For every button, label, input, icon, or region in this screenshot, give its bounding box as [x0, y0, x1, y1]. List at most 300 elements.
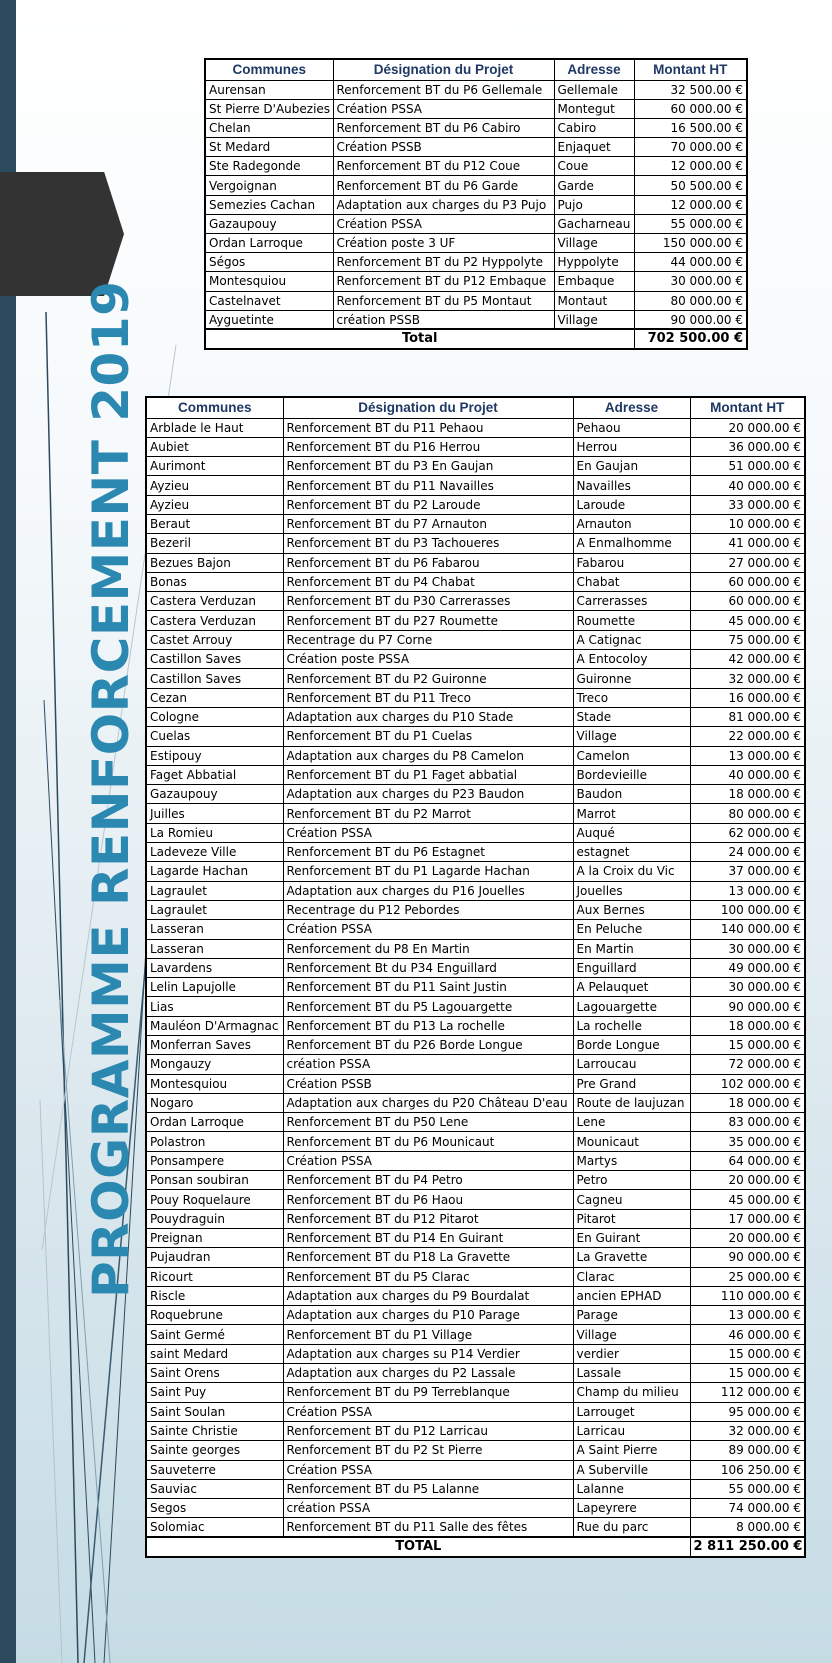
cell-montant: 81 000.00 €: [690, 707, 805, 726]
table-row: [146, 1518, 805, 1537]
table-row: [146, 1325, 805, 1344]
cell-commune: Saint Germé: [146, 1325, 283, 1344]
cell-adresse: Rue du parc: [573, 1518, 690, 1537]
cell-commune: Montesquiou: [205, 272, 333, 291]
cell-montant: 90 000.00 €: [634, 310, 747, 329]
cell-commune: Juilles: [146, 804, 283, 823]
cell-adresse: Chabat: [573, 572, 690, 591]
table-row: [146, 1055, 805, 1074]
cell-montant: 20 000.00 €: [690, 418, 805, 437]
table-row: [146, 958, 805, 977]
table-row: [205, 157, 747, 176]
cell-montant: 55 000.00 €: [690, 1479, 805, 1498]
table-row: [146, 804, 805, 823]
cell-designation: Création PSSA: [283, 1460, 573, 1479]
table-row: [146, 1093, 805, 1112]
cell-adresse: La Gravette: [573, 1248, 690, 1267]
cell-montant: 40 000.00 €: [690, 765, 805, 784]
table-header-row: [205, 59, 747, 80]
table-row: [146, 746, 805, 765]
cell-adresse: Route de laujuzan: [573, 1093, 690, 1112]
cell-adresse: Camelon: [573, 746, 690, 765]
cell-commune: Nogaro: [146, 1093, 283, 1112]
cell-designation: Recentrage du P7 Corne: [283, 630, 573, 649]
cell-montant: 37 000.00 €: [690, 862, 805, 881]
table-row: [205, 253, 747, 272]
cell-designation: Renforcement Bt du P34 Enguillard: [283, 958, 573, 977]
cell-montant: 13 000.00 €: [690, 746, 805, 765]
cell-montant: 40 000.00 €: [690, 476, 805, 495]
cell-designation: Adaptation aux charges du P20 Château D'eau: [283, 1093, 573, 1112]
cell-adresse: Embaque: [554, 272, 634, 291]
cell-designation: Adaptation aux charges du P16 Jouelles: [283, 881, 573, 900]
cell-montant: 80 000.00 €: [690, 804, 805, 823]
table-row: [146, 1441, 805, 1460]
cell-adresse: Martys: [573, 1151, 690, 1170]
table-row: [146, 418, 805, 437]
cell-montant: 60 000.00 €: [634, 99, 747, 118]
table-row: [146, 669, 805, 688]
cell-adresse: Pitarot: [573, 1209, 690, 1228]
cell-montant: 80 000.00 €: [634, 291, 747, 310]
header-designation: Désignation du Projet: [283, 397, 573, 418]
cell-adresse: Village: [573, 727, 690, 746]
cell-commune: Chelan: [205, 118, 333, 137]
table-row: [146, 1421, 805, 1440]
cell-commune: Beraut: [146, 514, 283, 533]
table-row: [205, 80, 747, 99]
cell-commune: Montesquiou: [146, 1074, 283, 1093]
cell-designation: Renforcement BT du P11 Pehaou: [283, 418, 573, 437]
cell-adresse: Pujo: [554, 195, 634, 214]
cell-montant: 74 000.00 €: [690, 1499, 805, 1518]
cell-montant: 49 000.00 €: [690, 958, 805, 977]
cell-adresse: verdier: [573, 1344, 690, 1363]
cell-montant: 100 000.00 €: [690, 900, 805, 919]
cell-montant: 25 000.00 €: [690, 1267, 805, 1286]
cell-montant: 72 000.00 €: [690, 1055, 805, 1074]
cell-commune: Ayguetinte: [205, 310, 333, 329]
cell-adresse: Fabarou: [573, 553, 690, 572]
cell-designation: Renforcement BT du P50 Lene: [283, 1113, 573, 1132]
cell-commune: Ordan Larroque: [205, 234, 333, 253]
cell-adresse: A la Croix du Vic: [573, 862, 690, 881]
cell-commune: Monferran Saves: [146, 1036, 283, 1055]
cell-designation: Renforcement BT du P5 Lalanne: [283, 1479, 573, 1498]
cell-adresse: Larroucau: [573, 1055, 690, 1074]
cell-adresse: Clarac: [573, 1267, 690, 1286]
cell-designation: Création PSSA: [283, 1402, 573, 1421]
cell-commune: Riscle: [146, 1286, 283, 1305]
cell-montant: 32 000.00 €: [690, 669, 805, 688]
table-row: [146, 862, 805, 881]
cell-commune: Gazaupouy: [205, 214, 333, 233]
cell-adresse: A Enmalhomme: [573, 534, 690, 553]
cell-designation: Renforcement BT du P11 Treco: [283, 688, 573, 707]
table-row: [146, 611, 805, 630]
arrow-tab: [0, 172, 124, 296]
cell-commune: Lagarde Hachan: [146, 862, 283, 881]
cell-designation: Adaptation aux charges du P10 Stade: [283, 707, 573, 726]
cell-designation: création PSSA: [283, 1055, 573, 1074]
cell-montant: 12 000.00 €: [634, 195, 747, 214]
table-row: [146, 1248, 805, 1267]
cell-commune: Vergoignan: [205, 176, 333, 195]
cell-montant: 36 000.00 €: [690, 437, 805, 456]
table-row: [205, 234, 747, 253]
cell-adresse: Garde: [554, 176, 634, 195]
cell-commune: St Medard: [205, 138, 333, 157]
cell-commune: Faget Abbatial: [146, 765, 283, 784]
cell-commune: St Pierre D'Aubezies: [205, 99, 333, 118]
cell-montant: 22 000.00 €: [690, 727, 805, 746]
cell-commune: Castera Verduzan: [146, 611, 283, 630]
table-row: [205, 272, 747, 291]
table-row: [146, 1209, 805, 1228]
cell-adresse: Village: [573, 1325, 690, 1344]
cell-commune: Lasseran: [146, 939, 283, 958]
cell-commune: Ségos: [205, 253, 333, 272]
cell-designation: Adaptation aux charges du P8 Camelon: [283, 746, 573, 765]
cell-adresse: Carrerasses: [573, 592, 690, 611]
cell-adresse: estagnet: [573, 843, 690, 862]
cell-adresse: Cabiro: [554, 118, 634, 137]
table-row: [146, 978, 805, 997]
cell-designation: Renforcement BT du P12 Pitarot: [283, 1209, 573, 1228]
cell-designation: Adaptation aux charges su P14 Verdier: [283, 1344, 573, 1363]
cell-designation: Renforcement BT du P4 Petro: [283, 1171, 573, 1190]
total-value: 2 811 250.00 €: [690, 1537, 805, 1556]
cell-commune: La Romieu: [146, 823, 283, 842]
cell-montant: 150 000.00 €: [634, 234, 747, 253]
cell-adresse: Hyppolyte: [554, 253, 634, 272]
cell-montant: 20 000.00 €: [690, 1228, 805, 1247]
cell-adresse: Roumette: [573, 611, 690, 630]
cell-commune: Bezeril: [146, 534, 283, 553]
cell-montant: 44 000.00 €: [634, 253, 747, 272]
cell-designation: Renforcement BT du P1 Lagarde Hachan: [283, 862, 573, 881]
cell-designation: Création PSSA: [333, 214, 554, 233]
cell-designation: Renforcement BT du P6 Haou: [283, 1190, 573, 1209]
cell-montant: 15 000.00 €: [690, 1344, 805, 1363]
cell-commune: Aubiet: [146, 437, 283, 456]
total-row: [146, 1537, 805, 1556]
cell-commune: Aurimont: [146, 457, 283, 476]
cell-adresse: Marrot: [573, 804, 690, 823]
cell-adresse: Enguillard: [573, 958, 690, 977]
table-row: [146, 785, 805, 804]
cell-commune: Sainte Christie: [146, 1421, 283, 1440]
cell-adresse: ancien EPHAD: [573, 1286, 690, 1305]
table-row: [205, 195, 747, 214]
cell-montant: 18 000.00 €: [690, 785, 805, 804]
cell-adresse: Mounicaut: [573, 1132, 690, 1151]
cell-adresse: Village: [554, 234, 634, 253]
cell-designation: Renforcement BT du P2 St Pierre: [283, 1441, 573, 1460]
table-row: [146, 1479, 805, 1498]
table-row: [146, 1113, 805, 1132]
table-row: [146, 1383, 805, 1402]
cell-designation: Renforcement BT du P6 Estagnet: [283, 843, 573, 862]
cell-commune: Lias: [146, 997, 283, 1016]
cell-commune: Sauviac: [146, 1479, 283, 1498]
cell-montant: 12 000.00 €: [634, 157, 747, 176]
cell-adresse: Lassale: [573, 1364, 690, 1383]
cell-adresse: Cagneu: [573, 1190, 690, 1209]
cell-designation: Renforcement BT du P5 Clarac: [283, 1267, 573, 1286]
cell-montant: 30 000.00 €: [690, 978, 805, 997]
cell-designation: Renforcement BT du P1 Village: [283, 1325, 573, 1344]
cell-commune: Saint Orens: [146, 1364, 283, 1383]
cell-commune: Roquebrune: [146, 1306, 283, 1325]
cell-adresse: En Peluche: [573, 920, 690, 939]
cell-adresse: Montaut: [554, 291, 634, 310]
cell-commune: Castera Verduzan: [146, 592, 283, 611]
cell-designation: Renforcement BT du P12 Coue: [333, 157, 554, 176]
cell-montant: 90 000.00 €: [690, 997, 805, 1016]
table-row: [146, 1402, 805, 1421]
table-row: [146, 572, 805, 591]
table-row: [146, 650, 805, 669]
cell-designation: Renforcement BT du P6 Cabiro: [333, 118, 554, 137]
table-row: [146, 1036, 805, 1055]
cell-commune: Segos: [146, 1499, 283, 1518]
cell-commune: Solomiac: [146, 1518, 283, 1537]
table-row: [146, 1132, 805, 1151]
page-title: PROGRAMME RENFORCEMENT 2019: [82, 280, 140, 1298]
cell-montant: 62 000.00 €: [690, 823, 805, 842]
cell-montant: 90 000.00 €: [690, 1248, 805, 1267]
table-row: [146, 1460, 805, 1479]
cell-montant: 41 000.00 €: [690, 534, 805, 553]
cell-designation: Adaptation aux charges du P23 Baudon: [283, 785, 573, 804]
cell-commune: Castet Arrouy: [146, 630, 283, 649]
cell-designation: Renforcement BT du P14 En Guirant: [283, 1228, 573, 1247]
total-value: 702 500.00 €: [634, 329, 747, 348]
table-row: [146, 727, 805, 746]
table-row: [146, 823, 805, 842]
cell-adresse: Treco: [573, 688, 690, 707]
cell-commune: Ste Radegonde: [205, 157, 333, 176]
cell-montant: 51 000.00 €: [690, 457, 805, 476]
cell-commune: Sauveterre: [146, 1460, 283, 1479]
table-row: [146, 843, 805, 862]
cell-adresse: Montegut: [554, 99, 634, 118]
cell-designation: Recentrage du P12 Pebordes: [283, 900, 573, 919]
table-header-row: [146, 397, 805, 418]
cell-adresse: Pre Grand: [573, 1074, 690, 1093]
header-adresse: Adresse: [554, 59, 634, 80]
cell-commune: Saint Soulan: [146, 1402, 283, 1421]
cell-designation: Adaptation aux charges du P10 Parage: [283, 1306, 573, 1325]
cell-montant: 45 000.00 €: [690, 611, 805, 630]
cell-commune: Saint Puy: [146, 1383, 283, 1402]
cell-designation: Renforcement BT du P30 Carrerasses: [283, 592, 573, 611]
cell-adresse: Parage: [573, 1306, 690, 1325]
cell-adresse: Bordevieille: [573, 765, 690, 784]
cell-montant: 45 000.00 €: [690, 1190, 805, 1209]
cell-designation: Renforcement BT du P1 Faget abbatial: [283, 765, 573, 784]
cell-designation: Renforcement BT du P6 Garde: [333, 176, 554, 195]
table-row: [146, 1306, 805, 1325]
projects-table-2: [145, 396, 806, 1558]
table-row: [146, 1499, 805, 1518]
header-adresse: Adresse: [573, 397, 690, 418]
cell-commune: Cologne: [146, 707, 283, 726]
cell-commune: Cezan: [146, 688, 283, 707]
cell-montant: 140 000.00 €: [690, 920, 805, 939]
cell-commune: Arblade le Haut: [146, 418, 283, 437]
cell-commune: Castillon Saves: [146, 669, 283, 688]
table-row: [205, 99, 747, 118]
cell-designation: Renforcement BT du P6 Gellemale: [333, 80, 554, 99]
table-row: [146, 553, 805, 572]
cell-adresse: Lalanne: [573, 1479, 690, 1498]
cell-designation: Renforcement BT du P5 Lagouargette: [283, 997, 573, 1016]
cell-montant: 15 000.00 €: [690, 1364, 805, 1383]
header-montant: Montant HT: [690, 397, 805, 418]
header-designation: Désignation du Projet: [333, 59, 554, 80]
cell-designation: Renforcement BT du P2 Marrot: [283, 804, 573, 823]
cell-adresse: Champ du milieu: [573, 1383, 690, 1402]
cell-commune: saint Medard: [146, 1344, 283, 1363]
cell-designation: Adaptation aux charges du P3 Pujo: [333, 195, 554, 214]
cell-designation: Renforcement du P8 En Martin: [283, 939, 573, 958]
total-row: [205, 329, 747, 348]
cell-adresse: Stade: [573, 707, 690, 726]
cell-designation: Création poste 3 UF: [333, 234, 554, 253]
cell-adresse: Pehaou: [573, 418, 690, 437]
cell-designation: Renforcement BT du P16 Herrou: [283, 437, 573, 456]
cell-adresse: A Entocoloy: [573, 650, 690, 669]
cell-commune: Bonas: [146, 572, 283, 591]
cell-commune: Mongauzy: [146, 1055, 283, 1074]
cell-commune: Lelin Lapujolle: [146, 978, 283, 997]
cell-designation: Création PSSB: [283, 1074, 573, 1093]
cell-commune: Bezues Bajon: [146, 553, 283, 572]
cell-adresse: A Pelauquet: [573, 978, 690, 997]
cell-designation: Renforcement BT du P7 Arnauton: [283, 514, 573, 533]
cell-designation: création PSSA: [283, 1499, 573, 1518]
cell-adresse: Baudon: [573, 785, 690, 804]
cell-commune: Ricourt: [146, 1267, 283, 1286]
cell-montant: 42 000.00 €: [690, 650, 805, 669]
cell-adresse: Navailles: [573, 476, 690, 495]
cell-designation: Création PSSA: [283, 823, 573, 842]
cell-montant: 112 000.00 €: [690, 1383, 805, 1402]
cell-montant: 95 000.00 €: [690, 1402, 805, 1421]
table-row: [146, 592, 805, 611]
table-row: [146, 1074, 805, 1093]
cell-adresse: A Catignac: [573, 630, 690, 649]
cell-montant: 20 000.00 €: [690, 1171, 805, 1190]
cell-adresse: En Guirant: [573, 1228, 690, 1247]
table-row: [146, 1228, 805, 1247]
cell-designation: Renforcement BT du P4 Chabat: [283, 572, 573, 591]
table-row: [146, 476, 805, 495]
cell-designation: Création poste PSSA: [283, 650, 573, 669]
cell-designation: Renforcement BT du P1 Cuelas: [283, 727, 573, 746]
cell-montant: 13 000.00 €: [690, 881, 805, 900]
table-row: [146, 1016, 805, 1035]
cell-commune: Cuelas: [146, 727, 283, 746]
cell-commune: Semezies Cachan: [205, 195, 333, 214]
cell-commune: Ladeveze Ville: [146, 843, 283, 862]
cell-adresse: Guironne: [573, 669, 690, 688]
cell-adresse: Coue: [554, 157, 634, 176]
cell-adresse: En Martin: [573, 939, 690, 958]
header-montant: Montant HT: [634, 59, 747, 80]
cell-montant: 15 000.00 €: [690, 1036, 805, 1055]
total-label: TOTAL: [146, 1537, 690, 1556]
cell-adresse: En Gaujan: [573, 457, 690, 476]
cell-designation: Création PSSA: [283, 920, 573, 939]
cell-montant: 30 000.00 €: [690, 939, 805, 958]
cell-designation: Renforcement BT du P2 Guironne: [283, 669, 573, 688]
cell-montant: 32 000.00 €: [690, 1421, 805, 1440]
table-row: [146, 495, 805, 514]
cell-adresse: Borde Longue: [573, 1036, 690, 1055]
cell-montant: 33 000.00 €: [690, 495, 805, 514]
cell-montant: 102 000.00 €: [690, 1074, 805, 1093]
table-row: [146, 765, 805, 784]
cell-adresse: Jouelles: [573, 881, 690, 900]
table-row: [146, 939, 805, 958]
cell-designation: Renforcement BT du P18 La Gravette: [283, 1248, 573, 1267]
header-communes: Communes: [205, 59, 333, 80]
cell-designation: Renforcement BT du P12 Embaque: [333, 272, 554, 291]
cell-montant: 8 000.00 €: [690, 1518, 805, 1537]
header-communes: Communes: [146, 397, 283, 418]
cell-adresse: Lapeyrere: [573, 1499, 690, 1518]
table-row: [205, 214, 747, 233]
table-row: [205, 291, 747, 310]
cell-designation: Renforcement BT du P2 Hyppolyte: [333, 253, 554, 272]
table-row: [146, 900, 805, 919]
cell-montant: 46 000.00 €: [690, 1325, 805, 1344]
cell-commune: Polastron: [146, 1132, 283, 1151]
cell-commune: Ponsan soubiran: [146, 1171, 283, 1190]
cell-designation: Renforcement BT du P5 Montaut: [333, 291, 554, 310]
cell-adresse: Lagouargette: [573, 997, 690, 1016]
cell-montant: 10 000.00 €: [690, 514, 805, 533]
cell-designation: création PSSB: [333, 310, 554, 329]
cell-commune: Lavardens: [146, 958, 283, 977]
cell-adresse: La rochelle: [573, 1016, 690, 1035]
cell-montant: 50 500.00 €: [634, 176, 747, 195]
cell-commune: Castelnavet: [205, 291, 333, 310]
cell-adresse: Laroude: [573, 495, 690, 514]
table-row: [205, 118, 747, 137]
cell-commune: Pouy Roquelaure: [146, 1190, 283, 1209]
cell-commune: Sainte georges: [146, 1441, 283, 1460]
cell-commune: Castillon Saves: [146, 650, 283, 669]
cell-adresse: Enjaquet: [554, 138, 634, 157]
cell-commune: Mauléon D'Armagnac: [146, 1016, 283, 1035]
table-row: [146, 514, 805, 533]
cell-designation: Renforcement BT du P3 Tachoueres: [283, 534, 573, 553]
cell-montant: 18 000.00 €: [690, 1093, 805, 1112]
cell-montant: 32 500.00 €: [634, 80, 747, 99]
cell-adresse: A Saint Pierre: [573, 1441, 690, 1460]
cell-montant: 64 000.00 €: [690, 1151, 805, 1170]
cell-commune: Ponsampere: [146, 1151, 283, 1170]
cell-montant: 27 000.00 €: [690, 553, 805, 572]
cell-designation: Renforcement BT du P13 La rochelle: [283, 1016, 573, 1035]
table-row: [146, 1151, 805, 1170]
cell-commune: Pujaudran: [146, 1248, 283, 1267]
cell-commune: Lagraulet: [146, 881, 283, 900]
